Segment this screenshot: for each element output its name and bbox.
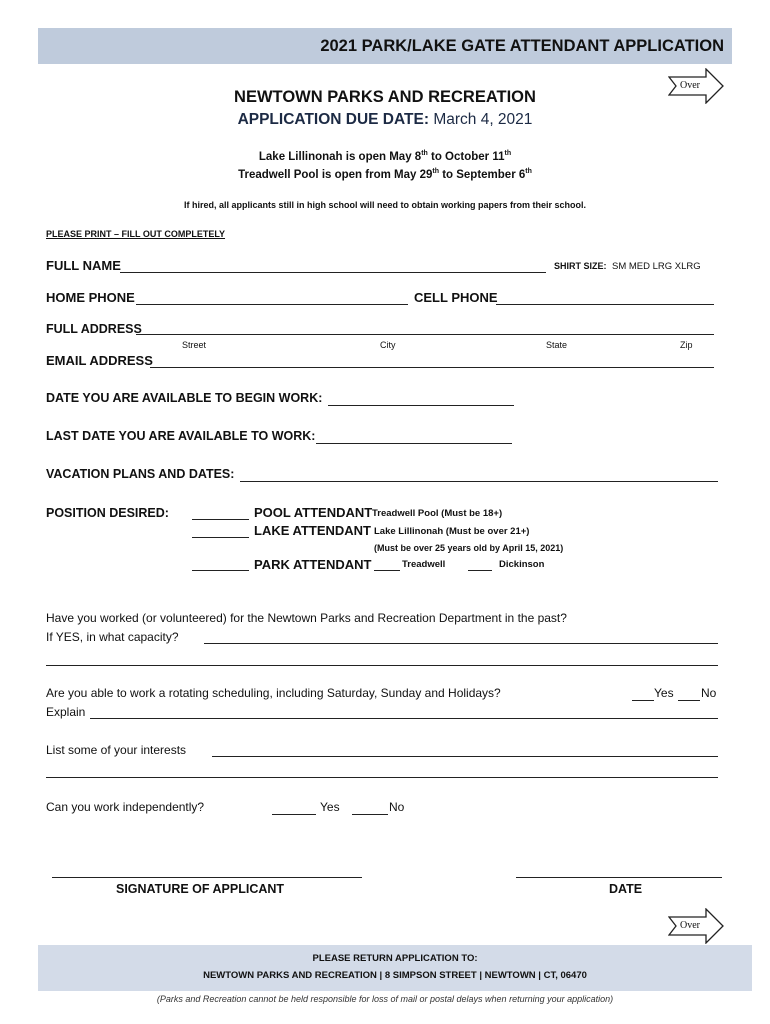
treadwell-blank[interactable]	[374, 570, 400, 571]
shirt-size-options[interactable]: SM MED LRG XLRG	[612, 261, 701, 272]
rotating-no-label: No	[701, 686, 717, 700]
treadwell-label: Treadwell	[402, 559, 446, 570]
lake-sup-2: th	[504, 150, 512, 157]
cell-phone-field[interactable]	[496, 304, 714, 305]
rotating-yes-blank[interactable]	[632, 700, 654, 701]
working-papers-note: If hired, all applicants still in high school will need to obtain working papers from their school.	[183, 200, 587, 210]
dickinson-label: Dickinson	[499, 559, 545, 570]
over-label: Over	[680, 80, 700, 91]
application-title: 2021 PARK/LAKE GATE ATTENDANT APPLICATION	[320, 37, 724, 55]
independent-yes-label: Yes	[320, 800, 340, 814]
pool-attendant-note: Treadwell Pool (Must be 18+)	[372, 508, 503, 519]
lake-sup-1: th	[421, 150, 428, 157]
email-label: EMAIL ADDRESS	[46, 353, 153, 368]
independent-yes-blank[interactable]	[272, 814, 316, 815]
full-address-field[interactable]	[136, 334, 714, 335]
return-address: NEWTOWN PARKS AND RECREATION | 8 SIMPSON STREET | NEWTOWN | CT, 06470	[203, 970, 587, 981]
vacation-field[interactable]	[240, 481, 718, 482]
independent-no-blank[interactable]	[352, 814, 388, 815]
rotating-yes-label: Yes	[654, 686, 674, 700]
due-date-label: APPLICATION DUE DATE:	[237, 111, 430, 128]
pool-text: Treadwell Pool is open from May 29	[238, 168, 433, 181]
last-date-field[interactable]	[316, 443, 512, 444]
full-name-label: FULL NAME	[46, 258, 121, 273]
explain-field[interactable]	[90, 718, 718, 719]
park-attendant-blank[interactable]	[192, 570, 249, 571]
position-label: POSITION DESIRED:	[46, 506, 169, 520]
rotating-schedule-question: Are you able to work a rotating scheduling, including Saturday, Sunday and Holidays?	[46, 686, 501, 700]
independent-question: Can you work independently?	[46, 800, 205, 814]
pool-text-2: to September 6	[439, 168, 526, 181]
due-date-line	[0, 111, 770, 129]
city-caption: City	[380, 340, 396, 350]
lake-attendant-blank[interactable]	[192, 537, 249, 538]
return-address-box	[38, 945, 752, 991]
email-field[interactable]	[150, 367, 714, 368]
home-phone-label: HOME PHONE	[46, 290, 135, 305]
last-date-label: LAST DATE YOU ARE AVAILABLE TO WORK:	[46, 429, 316, 443]
date-field[interactable]	[516, 877, 722, 878]
lake-attendant-label: LAKE ATTENDANT	[254, 523, 371, 538]
worked-before-question: Have you worked (or volunteered) for the Newtown Parks and Recreation Department in the past?	[46, 611, 567, 625]
interests-field-line2[interactable]	[46, 777, 718, 778]
due-date-value: March 4, 2021	[433, 111, 533, 128]
lake-open-dates	[0, 150, 770, 163]
pool-attendant-blank[interactable]	[192, 519, 249, 520]
header-bar	[38, 28, 732, 64]
org-title: NEWTOWN PARKS AND RECREATION	[234, 88, 536, 106]
park-attendant-label: PARK ATTENDANT	[254, 557, 372, 572]
street-caption: Street	[182, 340, 207, 350]
pool-sup-1: th	[432, 168, 439, 175]
interests-field[interactable]	[212, 756, 718, 757]
print-note: PLEASE PRINT – FILL OUT COMPLETELY	[46, 229, 226, 239]
pool-open-dates	[0, 168, 770, 181]
signature-field[interactable]	[52, 877, 362, 878]
capacity-field-line2[interactable]	[46, 665, 718, 666]
dickinson-blank[interactable]	[468, 570, 492, 571]
lake-attendant-note: Lake Lillinonah (Must be over 21+)	[374, 526, 530, 537]
full-name-field[interactable]	[120, 272, 546, 273]
signature-label: SIGNATURE OF APPLICANT	[116, 882, 285, 896]
over-arrow-bottom	[668, 908, 724, 944]
mail-disclaimer: (Parks and Recreation cannot be held responsible for loss of mail or postal delays when returning your application)	[156, 994, 614, 1004]
lake-text-2: to October 11	[427, 150, 505, 163]
lake-text: Lake Lillinonah is open May 8	[258, 150, 422, 163]
cell-phone-label: CELL PHONE	[414, 290, 498, 305]
zip-caption: Zip	[680, 340, 693, 350]
rotating-no-blank[interactable]	[678, 700, 700, 701]
return-to-label: PLEASE RETURN APPLICATION TO:	[312, 953, 478, 964]
independent-no-label: No	[389, 800, 405, 814]
begin-date-field[interactable]	[328, 405, 514, 406]
shirt-size-label: SHIRT SIZE:	[554, 261, 607, 271]
lake-attendant-age-note: (Must be over 25 years old by April 15, 2021)	[374, 543, 564, 553]
begin-date-label: DATE YOU ARE AVAILABLE TO BEGIN WORK:	[46, 391, 323, 405]
explain-label: Explain	[46, 705, 86, 719]
home-phone-field[interactable]	[136, 304, 408, 305]
interests-label: List some of your interests	[46, 743, 187, 757]
date-label: DATE	[609, 882, 643, 896]
state-caption: State	[546, 340, 568, 350]
capacity-label: If YES, in what capacity?	[46, 630, 179, 644]
pool-attendant-label: POOL ATTENDANT	[254, 505, 373, 520]
over-label-bottom: Over	[680, 920, 700, 931]
capacity-field[interactable]	[204, 643, 718, 644]
full-address-label: FULL ADDRESS	[46, 322, 142, 336]
pool-sup-2: th	[525, 168, 532, 175]
vacation-label: VACATION PLANS AND DATES:	[46, 467, 235, 481]
